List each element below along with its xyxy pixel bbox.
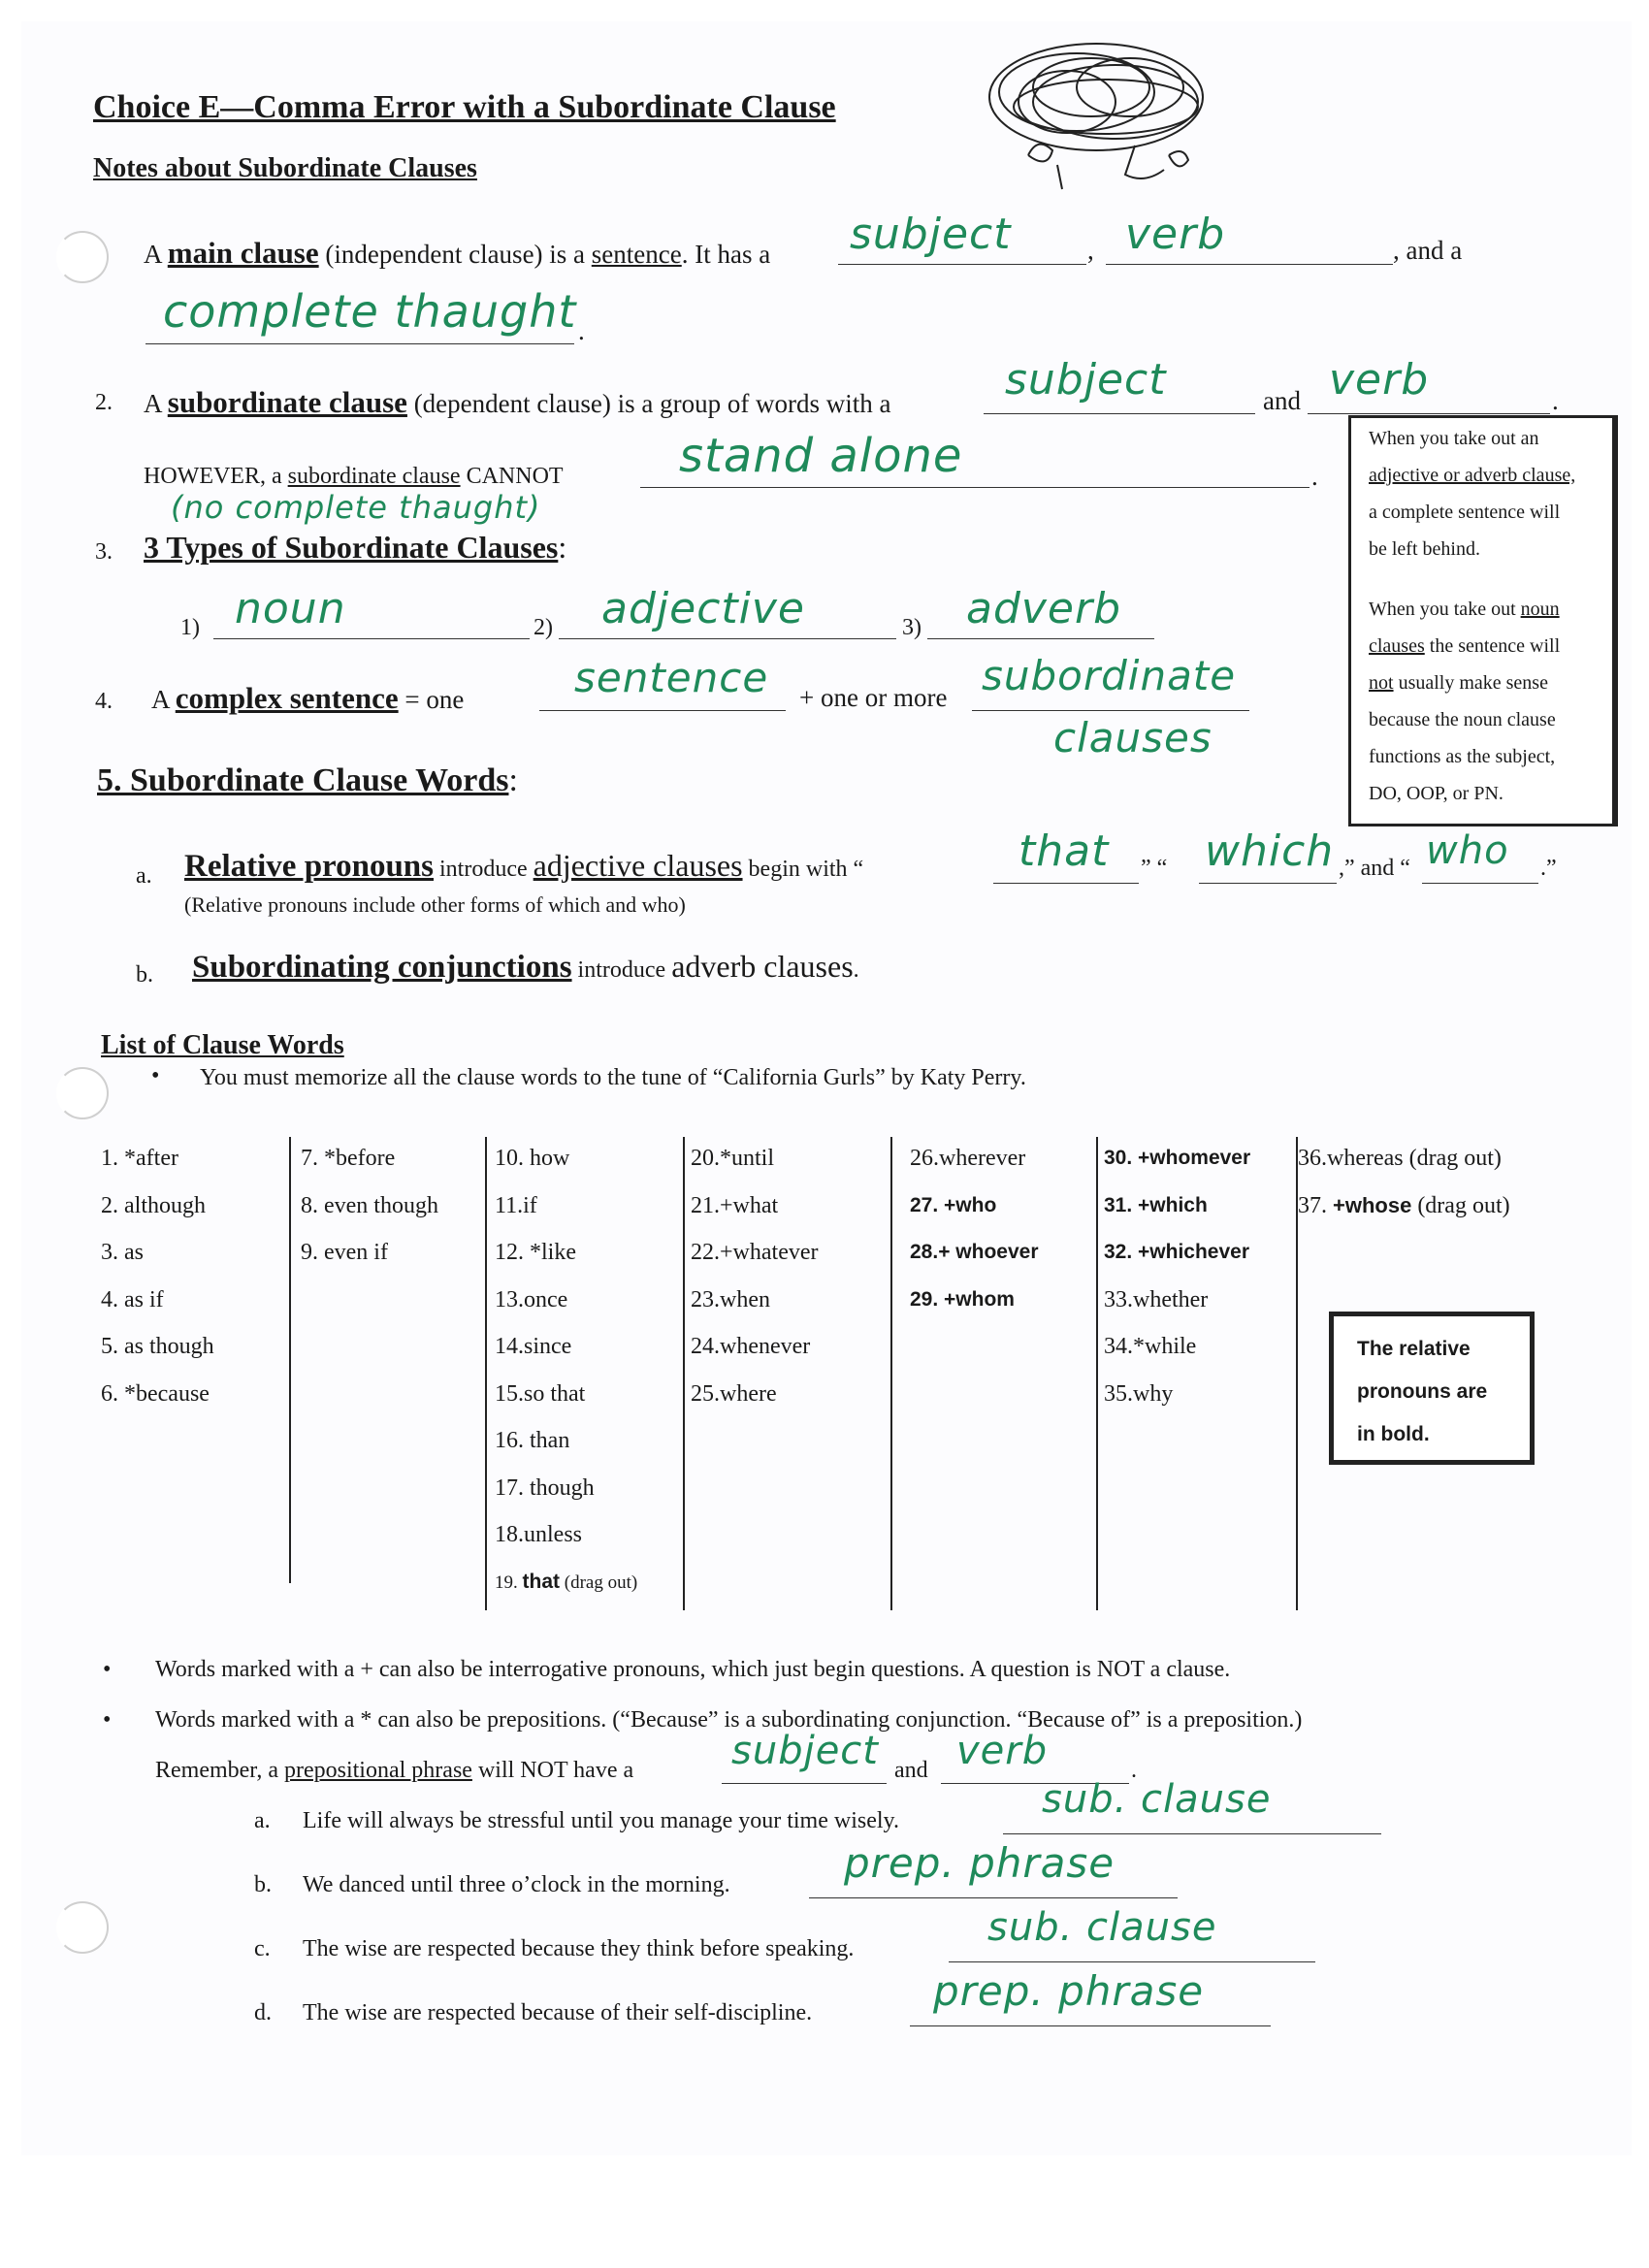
answer-blank [972,652,1249,711]
binder-hole [56,1067,109,1119]
example-sentence: We danced until three o’clock in the morning. [303,1872,730,1897]
list-label: 1) [180,615,200,640]
item-number: 4. [95,689,113,714]
answer-blank [722,1729,887,1784]
list-item: 2. although [101,1192,206,1218]
preposition-note: Words marked with a * can also be prepositions. (“Because” is a subordinating conjunction. “Because of” is a preposition.) [155,1707,1303,1733]
answer-blank [1199,826,1337,884]
relative-pronouns-line: Relative pronouns introduce adjective clauses begin with “ [184,848,864,884]
list-item: 23.when [691,1286,770,1312]
list-item: 19. that (drag out) [495,1570,638,1593]
tip-text: adjective or adverb clause, [1369,465,1576,486]
answer-blank [1308,355,1550,414]
list-item: 21.+what [691,1192,779,1218]
example-answer: prep. phrase [844,1839,1116,1887]
list-item: 36.whereas (drag out) [1298,1146,1502,1171]
notes-heading: Notes about Subordinate Clauses [93,153,477,183]
list-item: 24.whenever [691,1334,811,1359]
quote: ,” and “ [1339,856,1410,881]
period: . [1552,386,1559,415]
answer-blank [984,355,1255,414]
and: and [894,1758,928,1783]
answer-blank [949,1905,1315,1962]
answer-blank [559,584,896,639]
list-item: 3. as [101,1240,144,1265]
list-item: 9. even if [301,1240,388,1265]
list-item: 20.*until [691,1146,775,1171]
memorize-note: You must memorize all the clause words to the tune of “California Gurls” by Katy Perry. [200,1065,1026,1090]
column-divider [683,1137,685,1610]
answer-blank [910,1967,1271,2026]
list-item: 16. than [495,1428,570,1453]
remember-line: Remember, a prepositional phrase will NOT have a [155,1758,634,1783]
tip-text: functions as the subject, [1369,746,1556,767]
list-label: b. [136,962,153,988]
example-answer: prep. phrase [933,1967,1205,2015]
list-item: 18.unless [495,1522,582,1547]
tip-text: because the noun clause [1369,709,1556,730]
tip-text: not usually make sense [1369,672,1548,694]
answer-blank [927,584,1154,639]
list-item: 4. as if [101,1286,164,1312]
list-item: 8. even though [301,1192,438,1218]
item-number: 2. [95,390,113,415]
answer-blank [838,210,1086,265]
list-item: 30. +whomever [1104,1147,1251,1169]
subordinating-conjunctions-line: Subordinating conjunctions introduce adverb clauses. [192,949,859,985]
item4-line: A complex sentence = one [151,681,465,715]
answer-blank [146,285,577,344]
answer-who: who [1426,828,1509,873]
list-item: 7. *before [301,1146,396,1171]
legend-text: in bold. [1357,1423,1430,1445]
answer-which: which [1205,826,1335,876]
answer-subject: subject [850,210,1012,259]
list-item: 33.whether [1104,1286,1209,1312]
example-label: b. [254,1872,272,1897]
answer-sentence: sentence [574,654,769,701]
bullet-icon: • [103,1657,112,1682]
clause-words-col2 [301,1135,438,1277]
list-item: 13.once [495,1286,568,1312]
quote: .” [1540,856,1557,881]
relative-pronouns-note: (Relative pronouns include other forms of which and who) [184,892,686,917]
and: and [1263,386,1301,415]
item1-line: A main clause (independent clause) is a sentence. It has a [144,236,771,270]
however-line: HOWEVER, a subordinate clause CANNOT [144,464,564,489]
answer-cannot: stand alone [679,429,963,483]
interrogative-note: Words marked with a + can also be interrogative pronouns, which just begin questions. A question is NOT a clause. [155,1657,1231,1682]
list-item: 10. how [495,1146,570,1171]
answer-blank [1003,1777,1381,1834]
list-item: 5. as though [101,1334,214,1359]
answer-verb: verb [1125,210,1226,259]
answer-verb: verb [1329,355,1430,405]
list-item: 11.if [495,1192,537,1218]
clause-words-col1 [101,1135,214,1417]
example-label: d. [254,2000,272,2025]
plus-one-or-more: + one or more [799,683,948,712]
answer-that: that [1018,826,1110,876]
list-item: 26.wherever [910,1146,1026,1171]
answer-blank [539,654,786,711]
list-item: 22.+whatever [691,1240,819,1265]
handwritten-note: (no complete thaught) [171,489,541,526]
example-sentence: The wise are respected because of their self-discipline. [303,2000,813,2025]
example-label: a. [254,1808,271,1833]
example-answer: sub. clause [987,1905,1217,1950]
period: . [1311,462,1318,491]
answer-blank [1106,210,1393,265]
answer-subordinate: subordinate [982,652,1237,699]
list-item: 25.where [691,1380,777,1407]
page-title: Choice E—Comma Error with a Subordinate Clause [93,89,836,125]
clause-words-col3 [495,1135,637,1605]
list-item: 17. though [495,1474,595,1501]
answer-adjective: adjective [601,584,805,633]
bullet-icon: • [103,1707,112,1733]
and-a: , and a [1393,236,1463,265]
answer-blank [213,584,530,639]
bold-legend-box [1329,1312,1535,1465]
comma: , [1087,236,1094,265]
example-sentence: The wise are respected because they think before speaking. [303,1936,855,1961]
list-item: 15.so that [495,1380,586,1407]
list-label: a. [136,863,152,889]
answer-thought: complete thaught [163,285,577,338]
list-item: 6. *because [101,1380,210,1407]
column-divider [1096,1137,1098,1610]
list-label: 3) [902,615,922,640]
answer-adverb: adverb [966,584,1122,633]
legend-text: pronouns are [1357,1380,1488,1403]
list-item: 1. *after [101,1146,178,1171]
column-divider [289,1137,291,1583]
column-divider [485,1137,487,1610]
tip-text: When you take out noun [1369,599,1560,620]
list-item: 27. +who [910,1193,997,1216]
item2-line: A subordinate clause (dependent clause) is a group of words with a [144,385,891,419]
clause-tip-box [1348,415,1618,826]
clause-words-col6 [1104,1135,1250,1417]
list-item: 28.+ whoever [910,1241,1039,1263]
answer-blank [1422,828,1538,884]
tip-text: When you take out an [1369,428,1539,449]
answer-blank [993,826,1139,884]
legend-text: The relative [1357,1338,1471,1360]
list-heading: List of Clause Words [101,1030,344,1060]
bullet-icon: • [151,1063,160,1088]
clause-words-col4 [691,1135,818,1417]
example-answer: sub. clause [1042,1777,1272,1822]
answer-subject: subject [731,1729,879,1773]
list-item: 12. *like [495,1240,576,1265]
item-number: 3. [95,539,113,565]
list-item: 31. +which [1104,1193,1208,1216]
list-item: 35.why [1104,1380,1174,1407]
quote: ” “ [1141,856,1168,881]
list-item: 29. +whom [910,1287,1015,1311]
clause-words-col5 [910,1135,1039,1323]
item3-heading: 3 Types of Subordinate Clauses: [144,530,567,565]
binder-hole [56,231,109,283]
scribble-doodle [970,29,1222,204]
tip-text: a complete sentence will [1369,502,1561,523]
column-divider [890,1137,892,1610]
answer-clauses: clauses [1053,714,1212,761]
list-item: 14.since [495,1334,572,1359]
period: . [578,316,585,345]
example-sentence: Life will always be stressful until you manage your time wisely. [303,1808,899,1833]
list-item: 37. +whose (drag out) [1298,1192,1510,1218]
tip-text: clauses the sentence will [1369,635,1561,657]
item5-heading: 5. Subordinate Clause Words: [97,762,518,798]
example-label: c. [254,1936,271,1961]
clause-words-col7 [1298,1135,1510,1229]
period: . [1131,1758,1137,1783]
list-label: 2) [534,615,553,640]
answer-noun: noun [235,584,346,633]
binder-hole [56,1901,109,1954]
answer-verb: verb [956,1729,1049,1773]
list-item: 34.*while [1104,1334,1197,1359]
tip-text: DO, OOP, or PN. [1369,783,1504,804]
tip-text: be left behind. [1369,538,1480,560]
list-item: 32. +whichever [1104,1241,1250,1263]
answer-subject: subject [1005,355,1167,405]
answer-blank [809,1839,1178,1898]
answer-blank [640,429,1310,488]
